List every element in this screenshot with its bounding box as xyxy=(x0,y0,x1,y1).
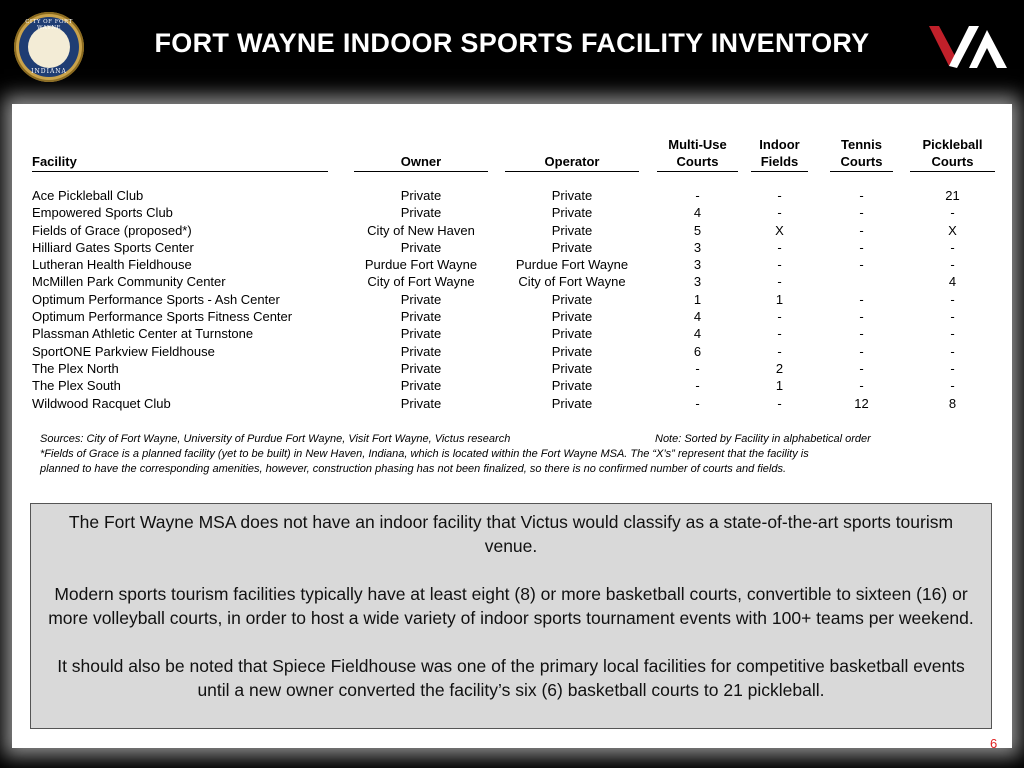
table-row xyxy=(32,292,997,309)
cell-pickleball: - xyxy=(950,326,955,342)
col-indoor-fields xyxy=(751,136,808,172)
table-row xyxy=(32,257,997,274)
cell-facility: Plassman Athletic Center at Turnstone xyxy=(32,326,254,342)
city-seal xyxy=(14,12,84,82)
col-multi-use xyxy=(657,136,738,172)
cell-tennis: - xyxy=(859,257,864,273)
cell-facility: The Plex South xyxy=(32,378,121,394)
cell-facility: Wildwood Racquet Club xyxy=(32,395,171,411)
table-row xyxy=(32,309,997,326)
cell-indoor-fields: - xyxy=(777,274,782,290)
cell-multi-use: 4 xyxy=(693,205,702,221)
cell-multi-use: 4 xyxy=(693,309,702,325)
cell-pickleball: - xyxy=(950,257,955,273)
table-row xyxy=(32,396,997,413)
cell-multi-use: - xyxy=(695,395,700,411)
cell-facility: Fields of Grace (proposed*) xyxy=(32,222,192,238)
table-row xyxy=(32,205,997,222)
table-row xyxy=(32,344,997,361)
cell-tennis: - xyxy=(859,360,864,376)
cell-tennis: - xyxy=(859,291,864,307)
cell-operator: Private xyxy=(551,360,593,376)
cell-indoor-fields: - xyxy=(777,257,782,273)
cell-tennis: - xyxy=(859,222,864,238)
cell-multi-use: 3 xyxy=(693,257,702,273)
sources-note: Sources: City of Fort Wayne, University of Purdue Fort Wayne, Visit Fort Wayne, Victus research xyxy=(40,433,511,445)
cell-multi-use: 1 xyxy=(693,291,702,307)
cell-multi-use: 3 xyxy=(693,239,702,255)
cell-multi-use: 4 xyxy=(693,326,702,342)
col-pickleball xyxy=(910,136,995,172)
cell-owner: Private xyxy=(400,205,442,221)
cell-tennis: 12 xyxy=(854,395,869,411)
cell-multi-use: - xyxy=(695,360,700,376)
summary-box xyxy=(30,503,992,729)
table-header xyxy=(32,132,997,172)
col-operator: Operator xyxy=(505,153,639,172)
cell-operator: Private xyxy=(551,291,593,307)
cell-owner: Private xyxy=(400,291,442,307)
cell-indoor-fields: 1 xyxy=(775,378,784,394)
col-indoor-fields-label: Indoor Fields xyxy=(759,137,800,169)
cell-facility: SportONE Parkview Fieldhouse xyxy=(32,343,215,359)
cell-facility: McMillen Park Community Center xyxy=(32,274,226,290)
summary-paragraph-1: The Fort Wayne MSA does not have an indoor facility that Victus would classify as a state-of-the-art sports tourism venue. xyxy=(68,512,954,556)
table-body xyxy=(32,188,997,413)
cell-multi-use: 5 xyxy=(693,222,702,238)
table-row xyxy=(32,274,997,291)
cell-multi-use: - xyxy=(695,378,700,394)
cell-operator: Private xyxy=(551,395,593,411)
cell-tennis: - xyxy=(859,343,864,359)
cell-tennis: - xyxy=(859,205,864,221)
footnote-line-1: *Fields of Grace is a planned facility (yet to be built) in New Haven, Indiana, which is located within the Fort Wayne MSA. The “X’s” represent that the facility is xyxy=(40,448,809,460)
col-owner: Owner xyxy=(354,153,488,172)
footnote-line-2: planned to have the corresponding amenities, however, construction phasing has not been finalized, so there is no confirmed number of courts and fields. xyxy=(40,463,787,475)
cell-pickleball: 21 xyxy=(945,188,960,203)
cell-pickleball: - xyxy=(950,360,955,376)
cell-owner: Private xyxy=(400,309,442,325)
sort-note: Note: Sorted by Facility in alphabetical order xyxy=(655,433,871,445)
cell-indoor-fields: - xyxy=(777,205,782,221)
table-row xyxy=(32,361,997,378)
cell-pickleball: - xyxy=(950,239,955,255)
col-tennis-label: Tennis Courts xyxy=(840,137,883,169)
cell-pickleball: X xyxy=(948,222,957,238)
cell-owner: Private xyxy=(400,326,442,342)
cell-indoor-fields: - xyxy=(777,395,782,411)
cell-indoor-fields: 1 xyxy=(775,291,784,307)
cell-owner: Purdue Fort Wayne xyxy=(364,257,478,273)
page-number: 6 xyxy=(990,736,998,751)
cell-indoor-fields: - xyxy=(777,188,782,203)
cell-tennis: - xyxy=(859,309,864,325)
seal-top-text: CITY OF FORT WAYNE xyxy=(25,19,73,31)
cell-tennis: - xyxy=(859,239,864,255)
cell-operator: Private xyxy=(551,309,593,325)
col-multi-use-label: Multi-Use Courts xyxy=(668,137,727,169)
seal-center xyxy=(28,26,70,68)
cell-indoor-fields: X xyxy=(775,222,784,238)
cell-operator: Purdue Fort Wayne xyxy=(515,257,629,273)
cell-indoor-fields: - xyxy=(777,239,782,255)
summary-paragraph-2: Modern sports tourism facilities typically have at least eight (8) or more basketball courts, convertible to sixteen (16) or more volleyball courts, in order to host a wide variety of indoor sports tournament events with 100+ teams per weekend. xyxy=(48,584,974,628)
cell-facility: Ace Pickleball Club xyxy=(32,188,144,203)
table-row xyxy=(32,188,997,205)
cell-operator: City of Fort Wayne xyxy=(518,274,626,290)
col-facility: Facility xyxy=(32,153,328,172)
cell-operator: Private xyxy=(551,378,593,394)
cell-owner: City of Fort Wayne xyxy=(367,274,475,290)
cell-facility: Hilliard Gates Sports Center xyxy=(32,239,194,255)
cell-owner: Private xyxy=(400,360,442,376)
table-row xyxy=(32,240,997,257)
cell-owner: Private xyxy=(400,239,442,255)
cell-pickleball: 4 xyxy=(948,274,957,290)
page-title: FORT WAYNE INDOOR SPORTS FACILITY INVENTORY xyxy=(154,28,870,58)
cell-pickleball: - xyxy=(950,291,955,307)
cell-indoor-fields: 2 xyxy=(775,360,784,376)
cell-pickleball: - xyxy=(950,378,955,394)
cell-facility: Empowered Sports Club xyxy=(32,205,173,221)
cell-indoor-fields: - xyxy=(777,343,782,359)
summary-paragraph-3: It should also be noted that Spiece Fieldhouse was one of the primary local facilities for competitive basketball events until a new owner converted the facility’s six (6) basketball courts to 21 pickleball. xyxy=(57,656,965,700)
cell-multi-use: 3 xyxy=(693,274,702,290)
col-pickleball-label: Pickleball Courts xyxy=(922,137,983,169)
cell-owner: Private xyxy=(400,343,442,359)
cell-indoor-fields: - xyxy=(777,309,782,325)
cell-facility: Optimum Performance Sports Fitness Center xyxy=(32,309,293,325)
cell-multi-use: - xyxy=(695,188,700,203)
col-tennis xyxy=(830,136,893,172)
cell-tennis: - xyxy=(859,188,864,203)
cell-pickleball: - xyxy=(950,309,955,325)
cell-owner: City of New Haven xyxy=(367,222,475,238)
victus-logo xyxy=(925,22,1011,72)
cell-owner: Private xyxy=(400,378,442,394)
content-panel xyxy=(12,104,1012,748)
table-row xyxy=(32,223,997,240)
cell-operator: Private xyxy=(551,326,593,342)
facility-table xyxy=(32,132,997,413)
cell-pickleball: 8 xyxy=(948,395,957,411)
cell-tennis: - xyxy=(859,378,864,394)
cell-operator: Private xyxy=(551,343,593,359)
cell-operator: Private xyxy=(551,188,593,203)
cell-operator: Private xyxy=(551,222,593,238)
cell-indoor-fields: - xyxy=(777,326,782,342)
cell-facility: The Plex North xyxy=(32,360,119,376)
notes xyxy=(40,432,990,477)
table-row xyxy=(32,326,997,343)
cell-operator: Private xyxy=(551,239,593,255)
cell-operator: Private xyxy=(551,205,593,221)
cell-tennis: - xyxy=(859,326,864,342)
cell-facility: Lutheran Health Fieldhouse xyxy=(32,257,192,273)
cell-owner: Private xyxy=(400,395,442,411)
cell-multi-use: 6 xyxy=(693,343,702,359)
cell-facility: Optimum Performance Sports - Ash Center xyxy=(32,291,280,307)
cell-pickleball: - xyxy=(950,343,955,359)
cell-owner: Private xyxy=(400,188,442,203)
seal-bottom-text: INDIANA xyxy=(31,68,67,75)
table-row xyxy=(32,378,997,395)
cell-pickleball: - xyxy=(950,205,955,221)
